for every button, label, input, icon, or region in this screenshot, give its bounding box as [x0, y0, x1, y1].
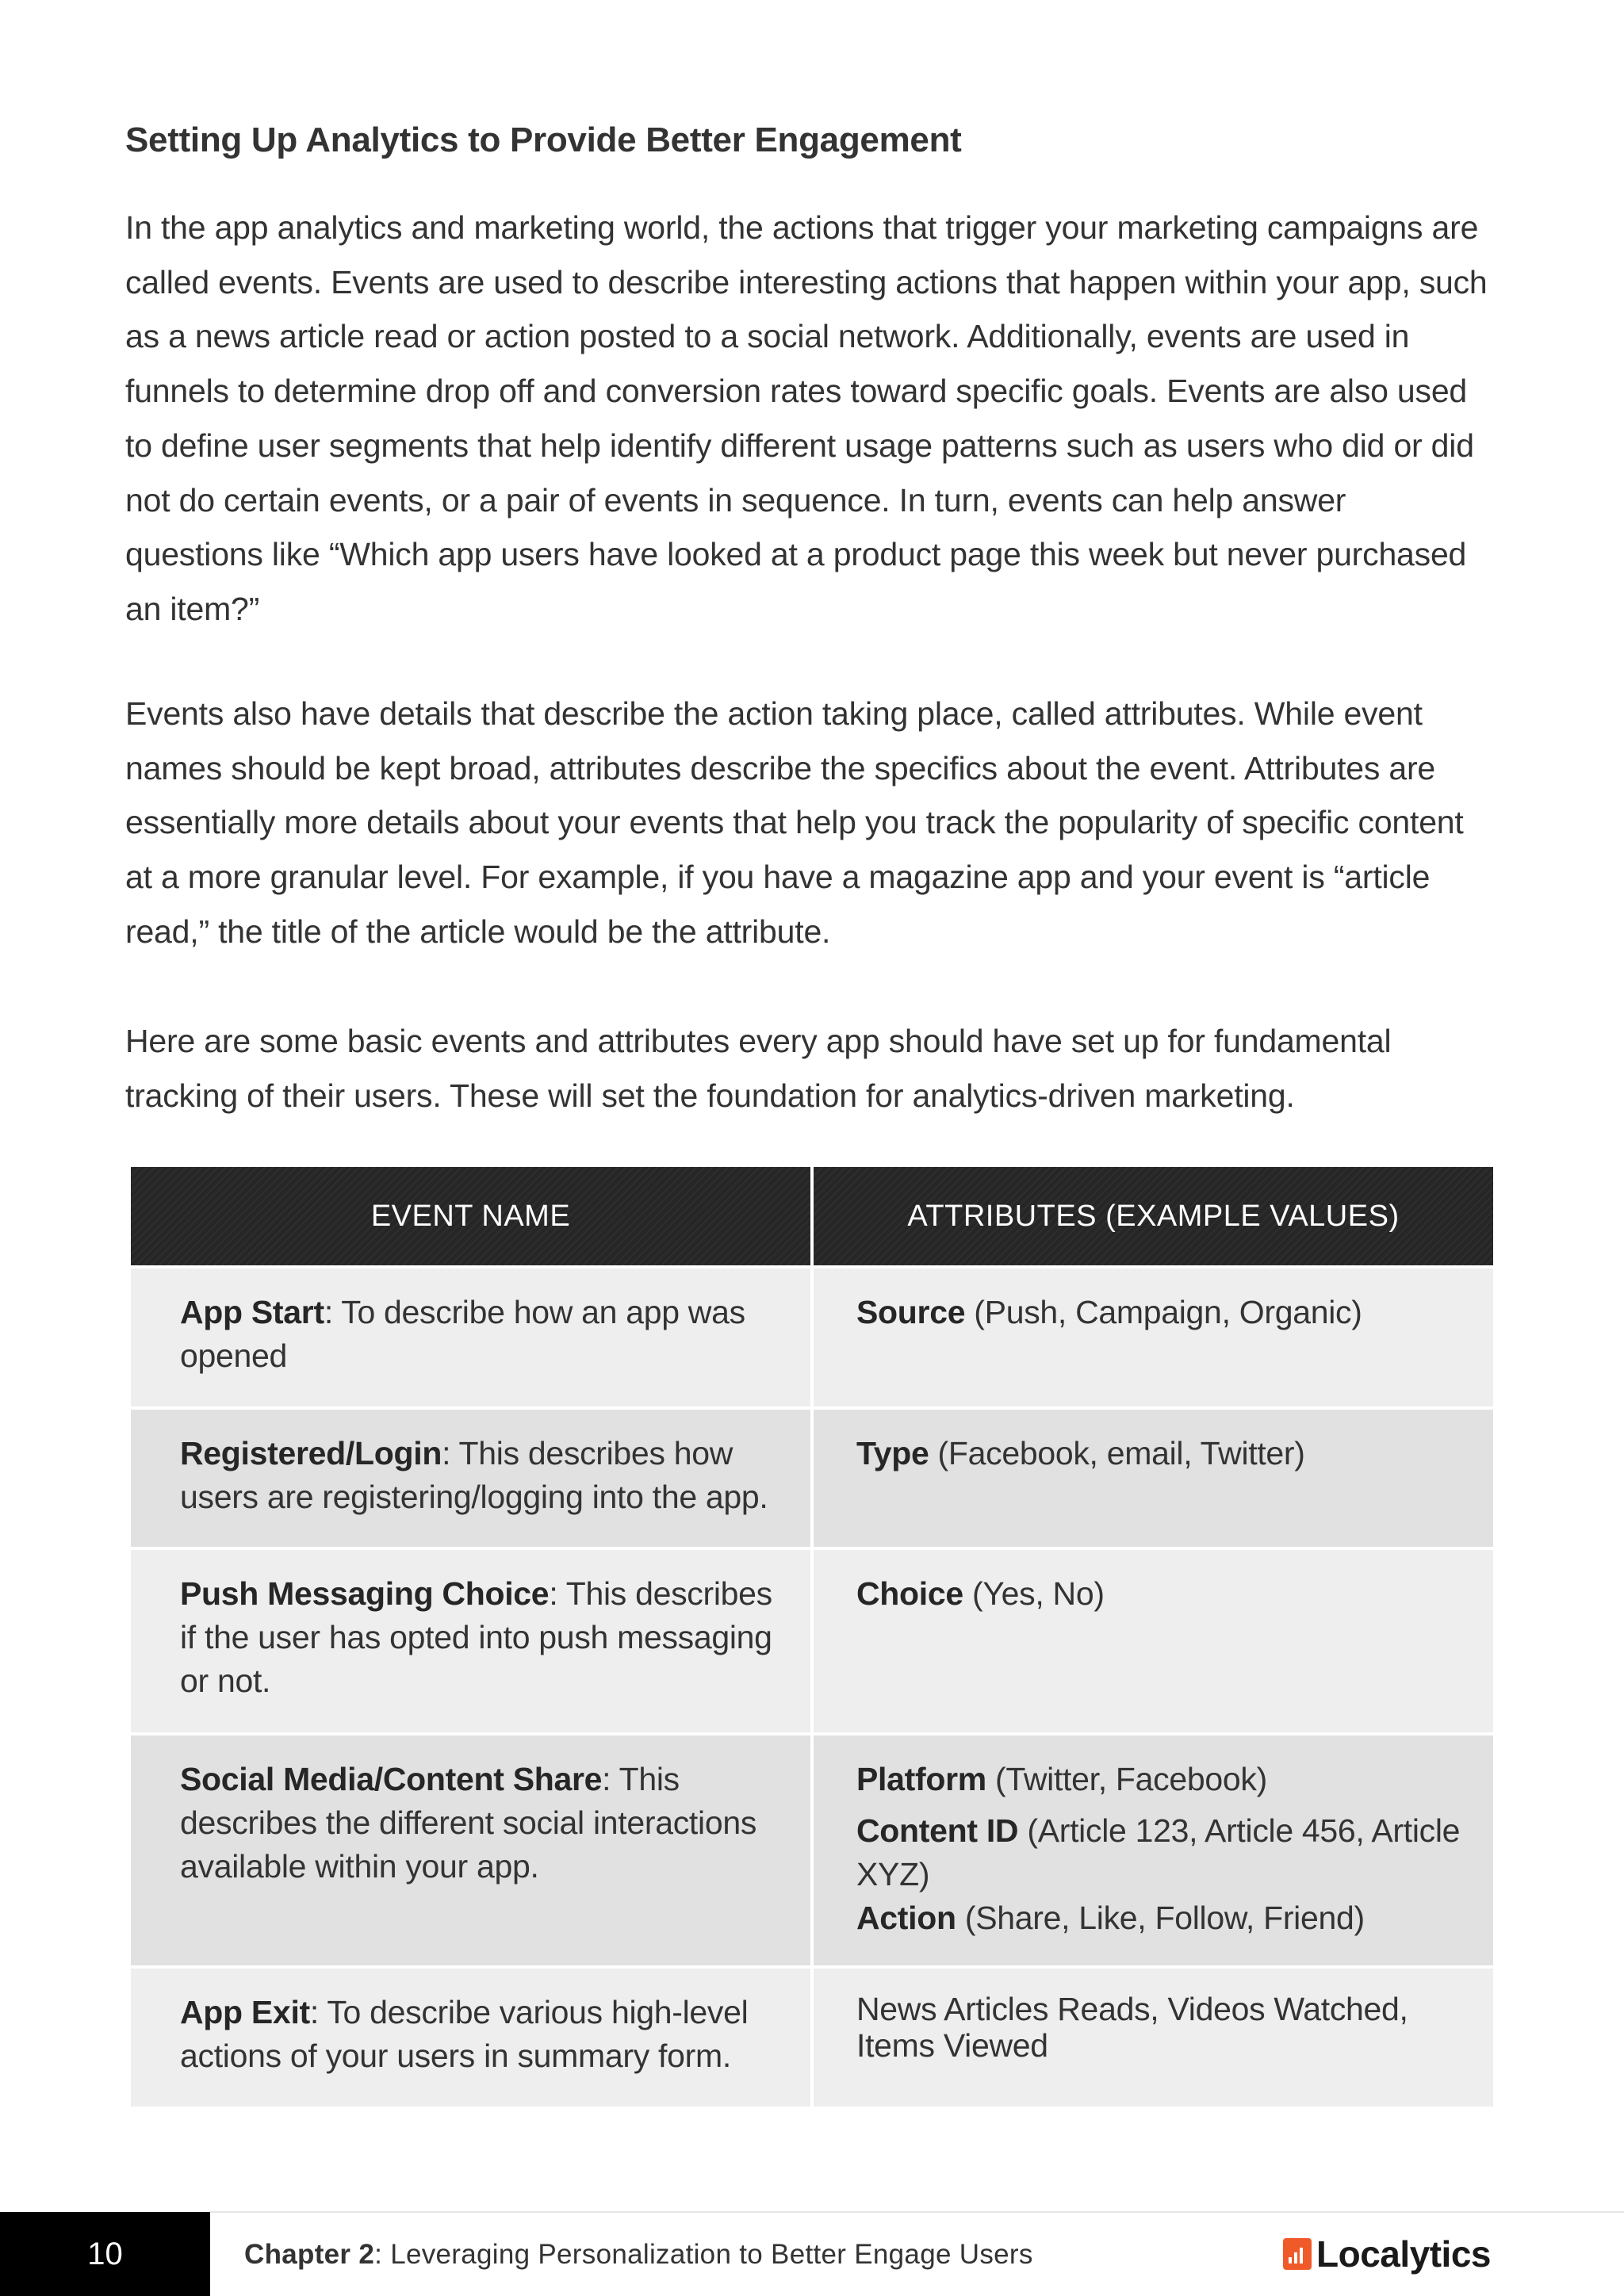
paragraph-attributes-intro: Events also have details that describe the action taking place, called attributes. While event names should be kept broad, attributes describe the specifics about the event. Attributes are essentially more details about your events that help you track the popularity of specific content at a more granular level. For example, if you have a magazine app and your event is “article read,” the title of the article would be the attribute. — [125, 695, 1464, 950]
attribute-line — [856, 1991, 1469, 2064]
event-name: Social Media/Content Share — [180, 1761, 603, 1797]
table-row — [131, 1406, 1493, 1547]
attribute-name: Type — [856, 1435, 929, 1471]
event-description: : To describe various high-level actions of your users in summary form. — [180, 1994, 749, 2074]
header-attributes: ATTRIBUTES (EXAMPLE VALUES) — [814, 1167, 1493, 1265]
section-title: Setting Up Analytics to Provide Better Engagement — [125, 121, 962, 159]
events-attributes-table — [131, 1167, 1493, 2107]
attribute-values: (Twitter, Facebook) — [986, 1761, 1267, 1797]
table-row — [131, 1965, 1493, 2107]
attributes-cell — [814, 1969, 1493, 2107]
attribute-name: Content ID — [856, 1812, 1019, 1849]
logo-text: Localytics — [1316, 2233, 1491, 2275]
attribute-name: Platform — [856, 1761, 986, 1797]
table-header-row — [131, 1167, 1493, 1265]
event-name: App Exit — [180, 1994, 310, 2030]
attribute-values: (Yes, No) — [963, 1575, 1105, 1612]
footer-divider — [210, 2211, 1624, 2213]
attribute-values: (Facebook, email, Twitter) — [929, 1435, 1305, 1471]
attributes-cell — [814, 1735, 1493, 1965]
page-number: 10 — [0, 2212, 210, 2296]
attribute-line — [856, 1572, 1469, 1616]
paragraph-basic-events: Here are some basic events and attributes every app should have set up for fundamental tracking of their users. These will set the foundation for analytics-driven marketing. — [125, 1023, 1392, 1114]
event-name: App Start — [180, 1294, 324, 1330]
attribute-name: Source — [856, 1294, 966, 1330]
event-cell — [131, 1269, 810, 1406]
attributes-cell — [814, 1269, 1493, 1406]
attribute-line — [856, 1758, 1469, 1801]
attribute-values: (Push, Campaign, Organic) — [965, 1294, 1362, 1330]
attributes-cell — [814, 1550, 1493, 1732]
event-description: : This describes the different social interactions available within your app. — [180, 1761, 757, 1885]
attribute-line — [856, 1896, 1469, 1940]
attribute-line — [856, 1809, 1469, 1896]
event-cell — [131, 1969, 810, 2107]
attribute-line — [856, 1291, 1469, 1334]
event-name: Push Messaging Choice — [180, 1575, 550, 1612]
event-cell — [131, 1735, 810, 1965]
table-row — [131, 1732, 1493, 1965]
event-description: : To describe how an app was opened — [180, 1294, 745, 1374]
event-description: : This describes how users are registering/logging into the app. — [180, 1435, 768, 1515]
paragraph-events-intro: In the app analytics and marketing world, the actions that trigger your marketing campaigns are called events. Events are used to describe interesting actions that happen within your app, such as a news article read or action posted to a social network. Additionally, events are used in funnels to determine drop off and conversion rates toward specific goals. Events are also used to define user segments that help identify different usage patterns such as users who did or did not do certain events, or a pair of events in sequence. In turn, events can help answer questions like “Which app users have looked at a product page this week but never purchased an item?” — [125, 209, 1488, 627]
attribute-name: Choice — [856, 1575, 963, 1612]
attributes-cell — [814, 1410, 1493, 1547]
attribute-values: (Share, Like, Follow, Friend) — [956, 1900, 1365, 1936]
event-description: : This describes if the user has opted into push messaging or not. — [180, 1575, 772, 1699]
attribute-values: (Article 123, Article 456, Article XYZ) — [856, 1812, 1461, 1892]
localytics-logo — [1283, 2232, 1491, 2276]
chapter-title — [244, 2239, 1033, 2271]
attribute-values: News Articles Reads, Videos Watched, Items Viewed — [856, 1991, 1408, 2064]
attribute-line — [856, 1432, 1469, 1475]
event-cell — [131, 1410, 810, 1547]
attribute-name: Action — [856, 1900, 956, 1936]
table-row — [131, 1547, 1493, 1732]
header-event-name: EVENT NAME — [131, 1167, 810, 1265]
chapter-label: Chapter 2 — [244, 2239, 375, 2270]
event-name: Registered/Login — [180, 1435, 442, 1471]
chapter-subtitle: : Leveraging Personalization to Better Engage Users — [374, 2239, 1033, 2270]
table-row — [131, 1265, 1493, 1406]
event-cell — [131, 1550, 810, 1732]
bar-chart-icon — [1283, 2238, 1312, 2270]
